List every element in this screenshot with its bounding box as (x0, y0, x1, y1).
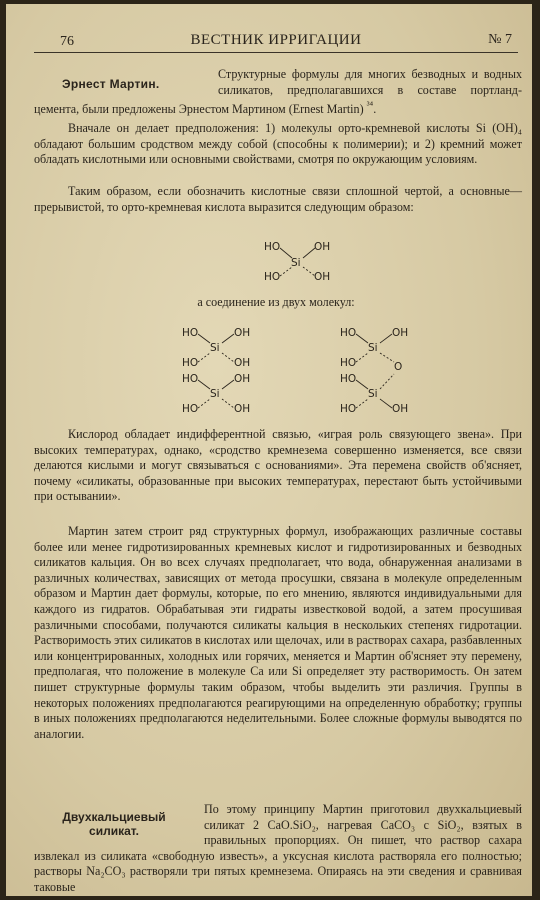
dicalcium-text: По этому принципу Мартин приготовил двухкальциевый силикат 2 CaO.SiO₂, нагревая CaCO₃ с SiO₂, взятых в правильных пропорциях. Он пишет, что раствор сахара извлекал из силиката «свободную известь», а уксусная кислота растворяла его полностью; растворы Na₂CO₃ растворяли три пятых кремнезема. Опираясь на эти сведения и сравнивая таковые (34, 802, 522, 894)
side-heading-line2: силикат. (89, 824, 139, 838)
formula-oh: OH (234, 403, 251, 415)
formula-oh: OH (392, 403, 409, 415)
section-dicalcium-silicate (34, 802, 522, 896)
formula-ho: HO (264, 271, 281, 283)
paragraph-assumptions: Вначале он делает предположения: 1) молекулы орто-кремневой кислоты Si (OH)₄ обладают большим сродством между собой (способны к полимерии); и 2) кремний может обладать кислотными или основными свойствами, смотря по окружающим условиям. (34, 121, 522, 167)
formula-ho: HO (182, 403, 199, 415)
side-heading-line1: Двухкальциевый (62, 810, 166, 824)
formula-oh: OH (234, 373, 251, 385)
side-heading-dicalcium (34, 810, 194, 838)
side-heading-martin: Эрнест Мартин. (62, 77, 160, 91)
paragraph-oxygen: Кислород обладает индифферентной связью, «играя роль связующего звена». При высоких температурах, однако, «сродство кремнезема совершенно изменяется, все связи делаются кислыми и могут связываться с основаниями». Эта перемена свойств об'ясняет, почему «силикаты, образованные при высоких температурах, перестают быть устойчивыми при остывании». (34, 427, 522, 504)
lead-text: Структурные формулы для многих безводных и водных силикатов, предполагавшихся в составе портланд-цемента, были предложены Эрнестом Мартином (Ernest Martin) (34, 67, 522, 117)
formula-si: Si (368, 342, 378, 354)
formula-si: Si (368, 388, 378, 400)
formula-oh: OH (234, 357, 251, 369)
formula-ho: HO (182, 373, 199, 385)
formula-ho: HO (340, 373, 357, 385)
formula-caption: а соединение из двух молекул: (197, 295, 355, 309)
formula-si: Si (210, 388, 220, 400)
formula-o: O (394, 361, 403, 373)
formula-orthosilicic-acid (264, 241, 330, 283)
formula-ho: HO (340, 403, 357, 415)
formula-ho: HO (264, 241, 281, 253)
section-martin: Эрнест Мартин. Структурные формулы для многих безводных и водных силикатов, предполагавшихся в составе портланд-цемента, были предложены Эрнестом Мартином (Ernest Martin) $^{^{34}}$. (34, 67, 522, 117)
paragraph-bonds: Таким образом, если обозначить кислотные связи сплошной чертой, а основные—прерывистой, то орто-кремневая кислота выразится следующим образом: (34, 184, 522, 214)
formula-ho: HO (182, 327, 199, 339)
formula-oh: OH (314, 241, 331, 253)
formula-si: Si (210, 342, 220, 354)
formula-oh: OH (234, 327, 251, 339)
formula-dimer-left (182, 327, 250, 415)
journal-title: ВЕСТНИК ИРРИГАЦИИ (190, 32, 362, 48)
formula-si: Si (291, 257, 301, 269)
paragraph-martin-formulas: Мартин затем строит ряд структурных формул, изображающих различные составы более или менее гидротизированных кремневых кислот и гидротизированных и безводных силикатов кальция. Он во всех случаях предполагает, что вода, обнаруженная анализами в различных количествах, зависящих от метода просушки, связана в молекуле определенным образом и Мартин дает формулы, которые, по его мнению, являются индивидуальными для каждого из гидратов. Обрабатывая эти гидраты известковой водой, а затем просушивая различными способами, получаются силикаты кальция в нескольких степенях гидротации. Растворимость этих силикатов в кислотах или щелочах, или в растворах сахара, разбавленных или концентрированных, холодных или горячих, меняется и Мартин об'ясняет эту перемену, предполагая, что положение в молекуле Ca или Si определяет эту растворимость. Он затем пишет структурные формулы таким образом, чтобы выделить эти различия. Группы в некоторых положениях предполагаются реагирующими на определенную обработку; группы в иных положениях предполагаются неделительными. Более сложные формулы выводятся по аналогии. (34, 524, 522, 741)
footnote-mark: ³⁴ (366, 100, 374, 112)
issue-number: № 7 (488, 32, 512, 47)
page-number: 76 (60, 34, 74, 49)
formula-ho: HO (182, 357, 199, 369)
formula-dimer-right (340, 327, 408, 415)
document-page (6, 4, 532, 896)
formula-ho: HO (340, 357, 357, 369)
formula-ho: HO (340, 327, 357, 339)
formula-oh: OH (392, 327, 409, 339)
formula-oh: OH (314, 271, 331, 283)
